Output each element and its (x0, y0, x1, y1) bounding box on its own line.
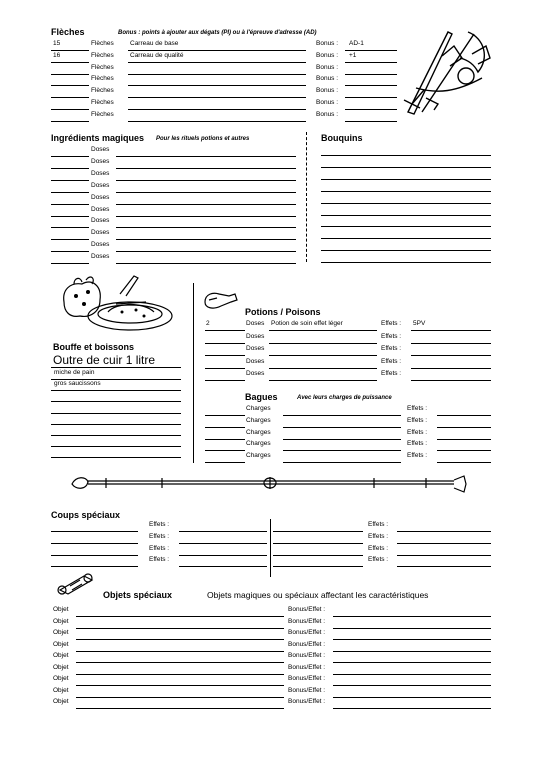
dose-label: Doses (246, 358, 265, 365)
write-line (321, 226, 491, 227)
arrow-kind: Flèches (91, 51, 114, 59)
coups-title: Coups spéciaux (51, 510, 121, 520)
dose-label: Doses (91, 241, 110, 249)
write-line (283, 427, 401, 428)
bonus-value: AD-1 (349, 40, 364, 47)
write-line (51, 424, 181, 425)
write-line (51, 263, 89, 264)
write-line (411, 368, 491, 369)
write-line (321, 262, 491, 263)
write-line (51, 531, 138, 532)
write-line (51, 566, 138, 567)
write-line (333, 697, 491, 698)
bonus-value: +1 (349, 51, 357, 59)
write-line (76, 697, 284, 698)
write-line (321, 167, 491, 168)
effets-value: 5PV (413, 320, 426, 327)
dose-label: Doses (91, 253, 110, 261)
effets-label: Effets : (149, 544, 170, 552)
write-line (437, 439, 491, 440)
effets-label: Effets : (149, 556, 170, 564)
write-line (411, 330, 491, 331)
effets-label: Effets : (368, 544, 389, 552)
write-line (273, 543, 363, 544)
write-line (51, 555, 138, 556)
fleches-title: Flèches (51, 27, 85, 37)
dose-label: Doses (91, 205, 110, 213)
bonus-label: Bonus : (316, 51, 339, 59)
effets-label: Effets : (407, 440, 428, 448)
write-line (321, 191, 491, 192)
bonus-effet-label: Bonus/Effet : (288, 640, 326, 648)
bonus-effet-label: Bonus/Effet : (288, 686, 326, 694)
write-line (437, 450, 491, 451)
write-line (76, 639, 284, 640)
write-line (76, 674, 284, 675)
charges-label: Charges (246, 428, 271, 436)
arrow-count: 16 (53, 51, 61, 59)
write-line (411, 380, 491, 381)
scroll-icon (56, 572, 96, 596)
bonus-effet-label: Bonus/Effet : (288, 698, 326, 706)
write-line (321, 179, 491, 180)
write-line (51, 109, 89, 110)
write-line (51, 435, 181, 436)
write-line (269, 355, 377, 356)
charges-label: Charges (246, 452, 271, 460)
write-line (128, 97, 306, 98)
effets-label: Effets : (368, 556, 389, 564)
write-line (76, 616, 284, 617)
potions-title: Potions / Poisons (245, 307, 321, 317)
write-line (76, 628, 284, 629)
section-divider (306, 132, 307, 262)
write-line (411, 355, 491, 356)
effets-label: Effets : (381, 370, 402, 377)
write-line (51, 413, 181, 414)
write-line (345, 74, 397, 75)
write-line (269, 368, 377, 369)
write-line (205, 450, 245, 451)
write-line (51, 121, 89, 122)
write-line (321, 203, 491, 204)
objets-subtitle: Objets magiques ou spéciaux affectant les caractéristiques (207, 590, 429, 600)
arrow-kind: Flèches (91, 87, 114, 95)
write-line (51, 180, 89, 181)
bonus-label: Bonus : (316, 75, 339, 83)
write-line (51, 367, 181, 368)
write-line (76, 651, 284, 652)
write-line (205, 355, 245, 356)
bouffe-title: Bouffe et boissons (53, 342, 135, 352)
arrow-kind: Flèches (91, 40, 114, 47)
write-line (51, 251, 89, 252)
write-line (437, 462, 491, 463)
write-line (397, 543, 491, 544)
effets-label: Effets : (368, 521, 389, 528)
write-line (51, 227, 89, 228)
write-line (205, 330, 245, 331)
write-line (321, 250, 491, 251)
food-item: Outre de cuir 1 litre (53, 353, 156, 367)
write-line (179, 555, 267, 556)
write-line (51, 85, 89, 86)
bonus-label: Bonus : (316, 63, 339, 71)
write-line (116, 216, 296, 217)
ingredients-title: Ingrédients magiques (51, 133, 145, 143)
write-line (321, 155, 491, 156)
write-line (205, 368, 245, 369)
bonus-effet-label: Bonus/Effet : (288, 675, 326, 683)
fleches-subtitle: Bonus : points à ajouter aux dégats (PI) ou à l'épreuve d'adresse (AD) (118, 30, 317, 36)
write-line (333, 651, 491, 652)
write-line (397, 566, 491, 567)
write-line (51, 457, 181, 458)
arrow-kind: Flèches (91, 75, 114, 83)
dose-label: Doses (91, 169, 110, 177)
write-line (333, 674, 491, 675)
write-line (333, 639, 491, 640)
write-line (205, 427, 245, 428)
effets-label: Effets : (407, 452, 428, 460)
bonus-label: Bonus : (316, 110, 339, 118)
effets-label: Effets : (149, 521, 170, 528)
write-line (179, 543, 267, 544)
arrow-kind: Flèches (91, 63, 114, 71)
section-divider (270, 519, 271, 577)
write-line (437, 415, 491, 416)
write-line (269, 343, 377, 344)
write-line (51, 204, 89, 205)
write-line (411, 343, 491, 344)
charges-label: Charges (246, 405, 271, 412)
bonus-label: Bonus : (316, 99, 339, 106)
dose-label: Doses (246, 320, 265, 327)
write-line (345, 85, 397, 86)
write-line (179, 566, 267, 567)
effets-label: Effets : (368, 532, 389, 540)
write-line (333, 662, 491, 663)
dose-label: Doses (91, 193, 110, 201)
write-line (51, 62, 89, 63)
write-line (76, 662, 284, 663)
bagues-subtitle: Avec leurs charges de puissance (297, 395, 392, 401)
write-line (116, 227, 296, 228)
dose-label: Doses (246, 370, 265, 377)
arrow-kind: Flèches (91, 110, 114, 118)
write-line (116, 168, 296, 169)
arrow-kind: Flèches (91, 99, 114, 106)
objets-title: Objets spéciaux (103, 590, 173, 600)
objet-label: Objet (53, 675, 69, 683)
bonus-effet-label: Bonus/Effet : (288, 663, 326, 671)
write-line (273, 555, 363, 556)
bonus-effet-label: Bonus/Effet : (288, 606, 326, 613)
write-line (51, 74, 89, 75)
write-line (51, 543, 138, 544)
potion-count: 2 (206, 320, 210, 327)
potion-bottle-icon (203, 290, 239, 312)
write-line (397, 531, 491, 532)
write-line (51, 239, 89, 240)
write-line (283, 439, 401, 440)
dose-label: Doses (246, 333, 265, 340)
write-line (269, 380, 377, 381)
arrow-count: 15 (53, 40, 61, 47)
objet-label: Objet (53, 663, 69, 671)
potion-name: Potion de soin effet léger (271, 320, 343, 327)
write-line (116, 180, 296, 181)
effets-label: Effets : (407, 428, 428, 436)
write-line (51, 192, 89, 193)
dose-label: Doses (246, 345, 265, 352)
dose-label: Doses (91, 181, 110, 189)
dose-label: Doses (91, 229, 110, 237)
write-line (205, 415, 245, 416)
write-line (128, 62, 306, 63)
bouquins-title: Bouquins (321, 133, 363, 143)
write-line (128, 74, 306, 75)
write-line (321, 215, 491, 216)
food-item: miche de pain (54, 369, 95, 376)
write-line (76, 685, 284, 686)
write-line (116, 192, 296, 193)
write-line (116, 204, 296, 205)
write-line (116, 239, 296, 240)
write-line (51, 216, 89, 217)
write-line (333, 708, 491, 709)
effets-label: Effets : (381, 358, 402, 365)
write-line (116, 251, 296, 252)
write-line (116, 156, 296, 157)
objet-label: Objet (53, 698, 69, 706)
write-line (51, 156, 89, 157)
write-line (51, 168, 89, 169)
section-divider (193, 283, 194, 463)
charges-label: Charges (246, 416, 271, 424)
objet-label: Objet (53, 629, 69, 637)
crossed-weapons-icon (402, 28, 494, 116)
write-line (333, 628, 491, 629)
write-line (345, 121, 397, 122)
write-line (437, 427, 491, 428)
write-line (345, 109, 397, 110)
effets-label: Effets : (381, 345, 402, 352)
write-line (283, 462, 401, 463)
write-line (205, 343, 245, 344)
bonus-label: Bonus : (316, 40, 339, 47)
effets-label: Effets : (149, 532, 170, 540)
arrow-name: Carreau de base (130, 40, 179, 47)
write-line (179, 531, 267, 532)
objet-label: Objet (53, 617, 69, 625)
dose-label: Doses (91, 217, 110, 225)
write-line (273, 566, 363, 567)
write-line (345, 62, 397, 63)
food-platter-icon (60, 272, 178, 334)
objet-label: Objet (53, 652, 69, 660)
bonus-label: Bonus : (316, 87, 339, 95)
objet-label: Objet (53, 686, 69, 694)
write-line (273, 531, 363, 532)
write-line (51, 97, 89, 98)
objet-label: Objet (53, 640, 69, 648)
write-line (51, 446, 181, 447)
bonus-effet-label: Bonus/Effet : (288, 652, 326, 660)
write-line (205, 462, 245, 463)
ingredients-subtitle: Pour les rituels potions et autres (156, 136, 250, 142)
write-line (51, 390, 181, 391)
write-line (333, 616, 491, 617)
write-line (345, 97, 397, 98)
write-line (128, 109, 306, 110)
write-line (128, 121, 306, 122)
effets-label: Effets : (407, 416, 428, 424)
write-line (76, 708, 284, 709)
food-item: gros saucissons (54, 380, 101, 388)
bagues-title: Bagues (245, 392, 278, 402)
write-line (283, 450, 401, 451)
write-line (205, 439, 245, 440)
effets-label: Effets : (381, 333, 402, 340)
write-line (269, 330, 377, 331)
ornate-staff-icon (70, 474, 468, 494)
arrow-name: Carreau de qualité (130, 51, 184, 59)
bonus-effet-label: Bonus/Effet : (288, 617, 326, 625)
effets-label: Effets : (381, 320, 402, 327)
write-line (205, 380, 245, 381)
bonus-effet-label: Bonus/Effet : (288, 629, 326, 637)
write-line (333, 685, 491, 686)
write-line (321, 238, 491, 239)
objet-label: Objet (53, 606, 69, 613)
effets-label: Effets : (407, 405, 428, 412)
charges-label: Charges (246, 440, 271, 448)
write-line (51, 401, 181, 402)
write-line (397, 555, 491, 556)
dose-label: Doses (91, 157, 110, 165)
write-line (283, 415, 401, 416)
dose-label: Doses (91, 146, 110, 153)
write-line (116, 263, 296, 264)
write-line (128, 85, 306, 86)
